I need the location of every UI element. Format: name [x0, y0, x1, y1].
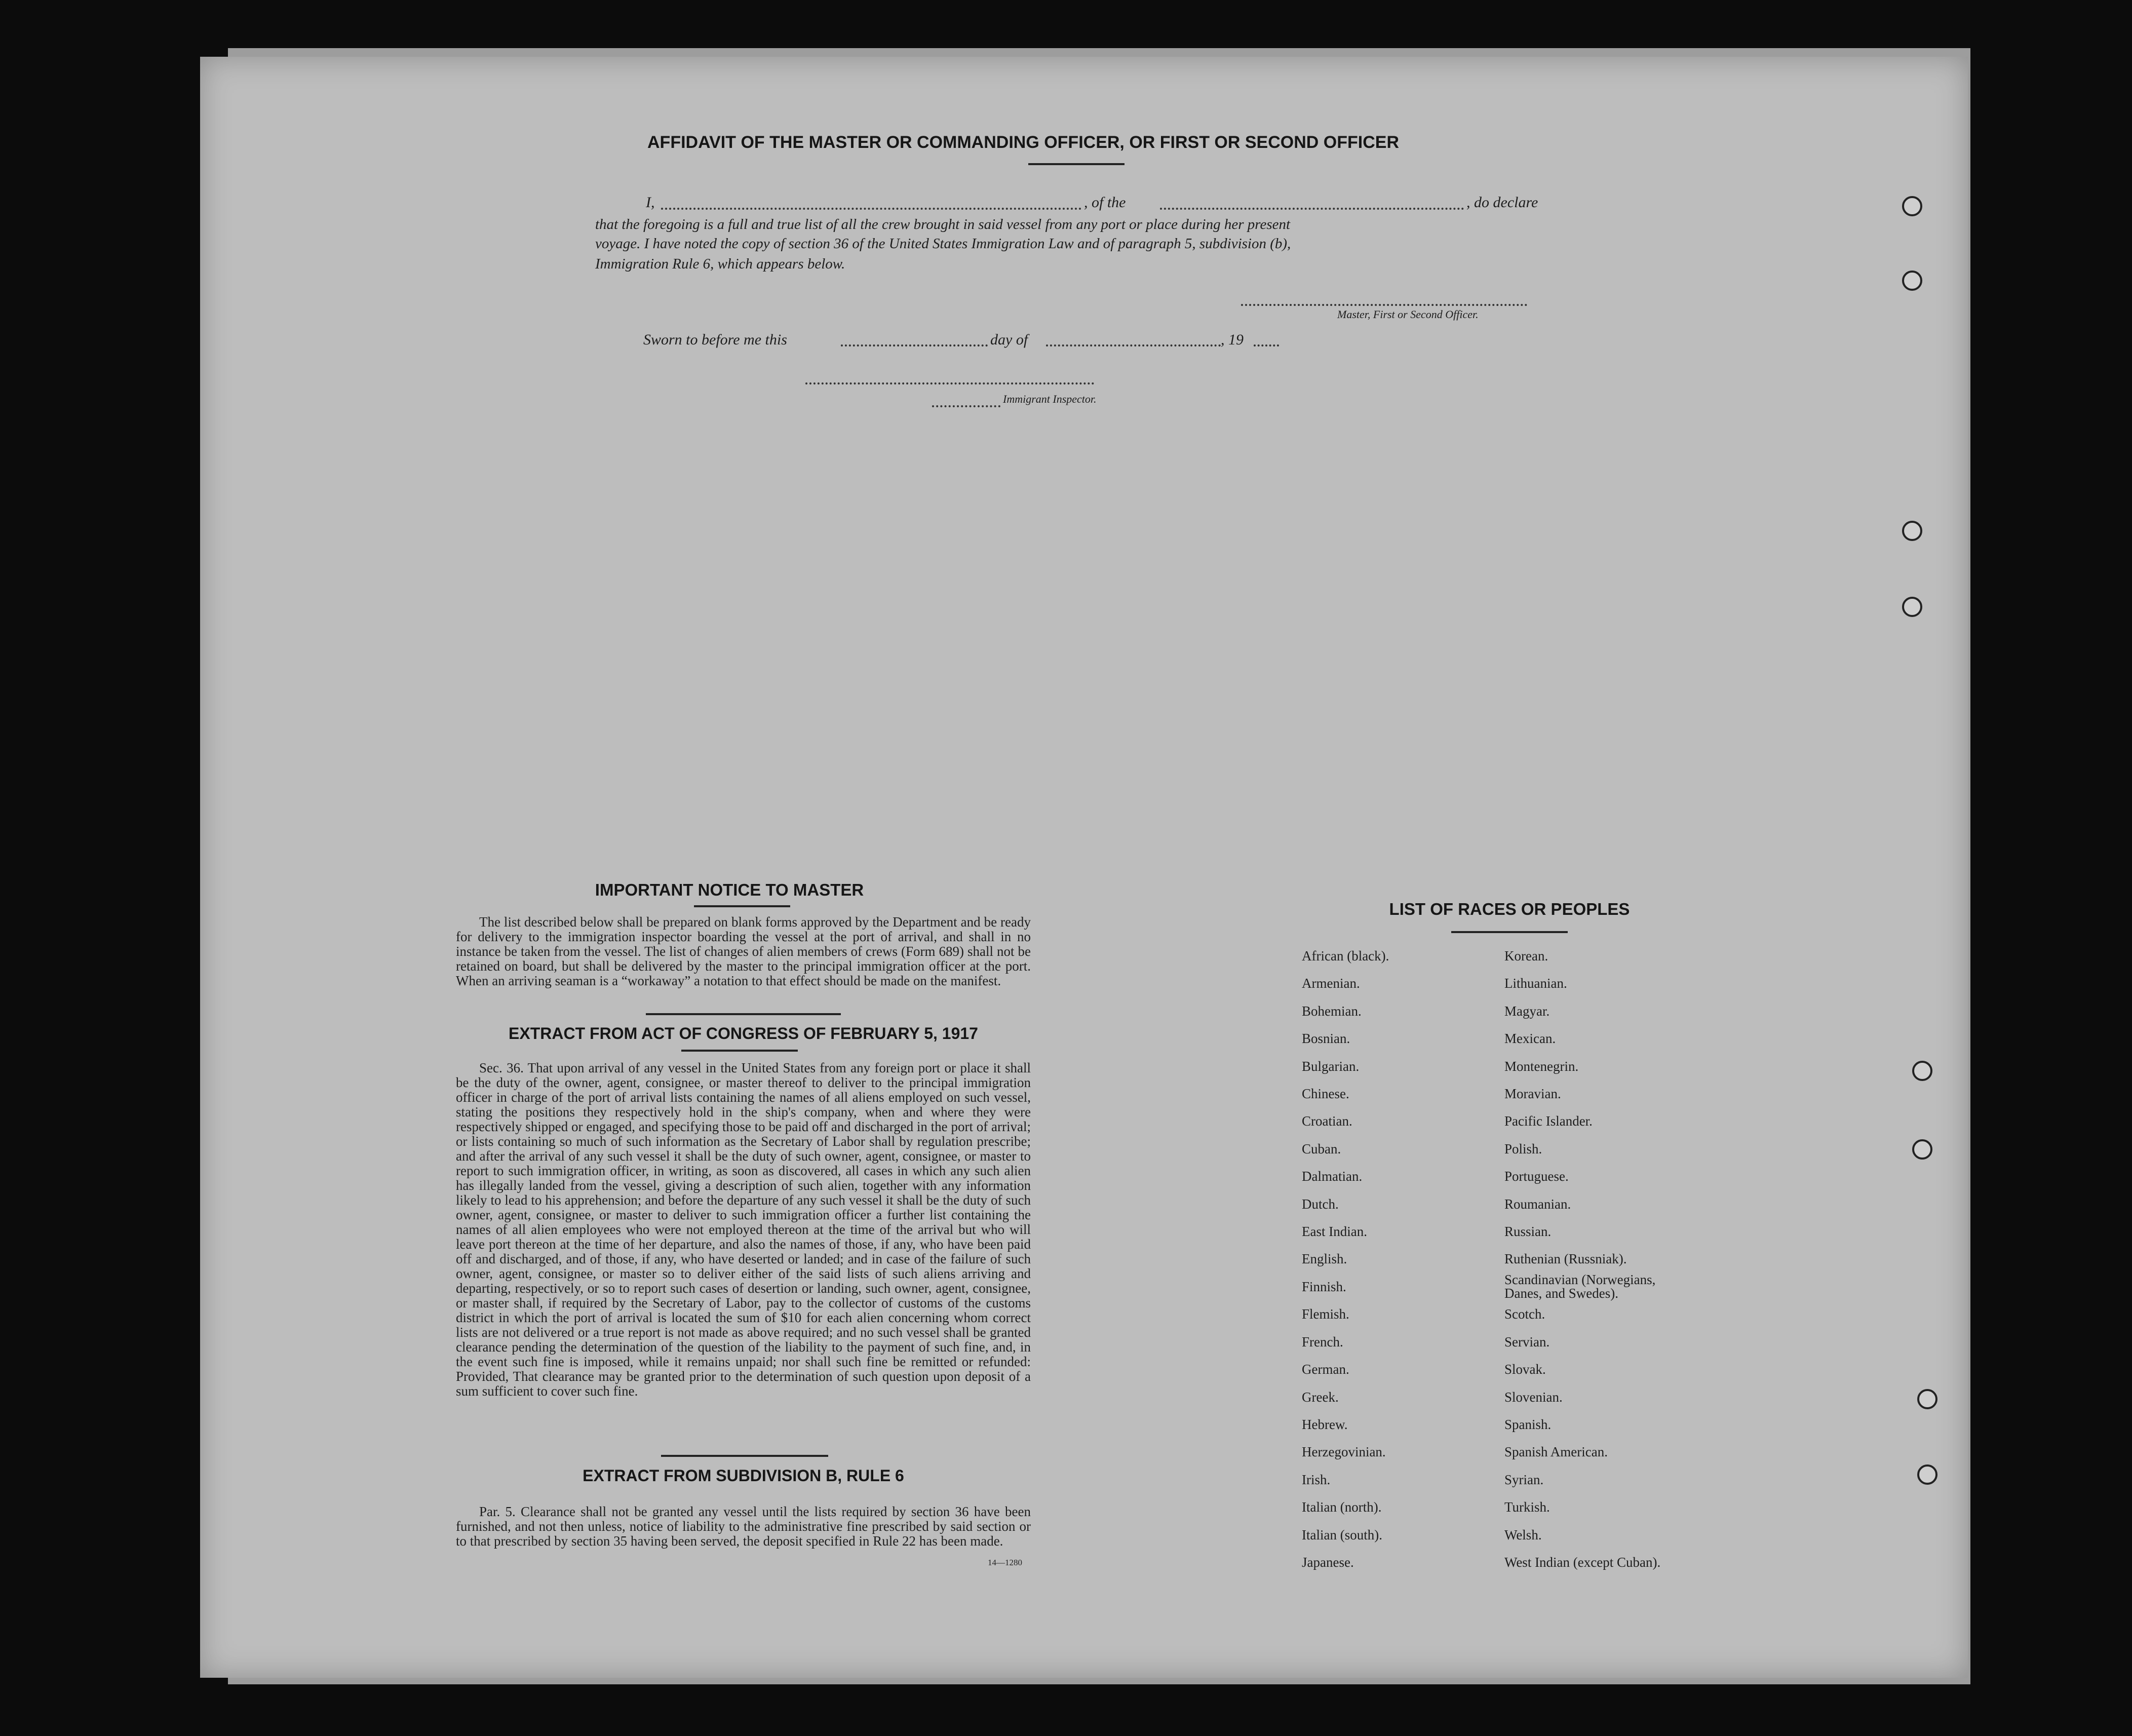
extract-act-body: Sec. 36. That upon arrival of any vessel in the United States from any foreign port or place it shall be the duty of the owner, agent, consignee, or master thereof to deliver to the principal immigration officer in charge of the port of arrival lists containing the names of all aliens employed on such vessel, stating the positions they respectively hold in the ship's company, when and where they were respectively shipped or engaged, and specifying those to be paid off and discharged in the port of arrival; or lists containing so much of such information as the Secretary of Labor shall by regulation prescribe; and after the arrival of any such vessel it shall be the duty of such owner, agent, consignee, or master to report to such immigration officer, in writing, as soon as discovered, all cases in which any such alien has illegally landed from the vessel, giving a description of such alien, together with any information likely to lead to his apprehension; and before the departure of any such vessel it shall be the duty of such owner, agent, consignee, or master to deliver to such immigration officer a further list containing the names of all alien employees who were not employed thereon at the time of the arrival but who will leave port thereon at the time of her departure, and also the names of those, if any, who have been paid off and discharged, and of those, if any, who have deserted or landed; and in case of the failure of such owner, agent, consignee, or master so to deliver either of the said lists of such aliens arriving and departing, respectively, or so to report such cases of desertion or landing, such owner, agent, consignee, or master shall, if required by the Secretary of Labor, pay to the collector of customs of the customs district in which the port of arrival is located the sum of $10 for each alien concerning whom correct lists are not delivered or a true report is not made as above required; and no such vessel shall be granted clearance pending the determination of the question of the liability to the payment of such fine, and, in the event such fine is imposed, while it remains unpaid; nor shall such fine be remitted or refunded: Provided, That clearance may be granted prior to the determination of such question upon deposit of a sum sufficient to cover such fine.	[456, 1060, 1031, 1399]
race-item: Finnish.	[1302, 1279, 1346, 1294]
vessel-name-field[interactable]	[1160, 208, 1464, 210]
race-item: Servian.	[1504, 1334, 1550, 1349]
race-item: Flemish.	[1302, 1306, 1349, 1322]
race-item: Dutch.	[1302, 1196, 1339, 1212]
notice-end-rule	[646, 1013, 841, 1015]
race-item: Roumanian.	[1504, 1196, 1571, 1212]
affidavit-line-1: that the foregoing is a full and true list of all the crew brought in said vessel from any port or place during her present	[595, 216, 1291, 233]
extract-act-title: EXTRACT FROM ACT OF CONGRESS OF FEBRUARY 5, 1917	[509, 1024, 978, 1043]
race-item: Russian.	[1504, 1224, 1552, 1240]
race-item: Turkish.	[1504, 1499, 1550, 1515]
sworn-label: Sworn to before me this	[643, 331, 787, 348]
race-item: Ruthenian (Russniak).	[1504, 1251, 1627, 1267]
race-item: English.	[1302, 1251, 1347, 1267]
race-item: Chinese.	[1302, 1086, 1349, 1102]
inspector-prefix-dots	[932, 405, 1000, 407]
race-item: Japanese.	[1302, 1554, 1354, 1570]
binder-hole-6	[1912, 1139, 1932, 1160]
sworn-year-field[interactable]	[1254, 344, 1279, 346]
affiant-label: I,	[646, 194, 655, 211]
binder-hole-2	[1902, 271, 1922, 291]
inspector-signature-field[interactable]	[805, 382, 1094, 384]
extract-rule-body: Par. 5. Clearance shall not be granted any vessel until the lists required by section 36 have been furnished, and not then unless, notice of liability to the administrative fine prescribed by said section or to that prescribed by section 35 having been served, the deposit specified in Rule 22 has been made.	[456, 1504, 1031, 1549]
races-title: LIST OF RACES OR PEOPLES	[1389, 900, 1630, 918]
race-item: Bulgarian.	[1302, 1058, 1360, 1074]
binder-hole-7	[1917, 1389, 1937, 1409]
race-item: Scandinavian (Norwegians, Danes, and Swedes).	[1504, 1271, 1656, 1301]
race-item: Spanish.	[1504, 1416, 1552, 1432]
binder-hole-4	[1902, 597, 1922, 617]
race-item: French.	[1302, 1334, 1343, 1349]
affidavit-line-2: voyage. I have noted the copy of section 36 of the United States Immigration Law and of paragraph 5, subdivision (b),	[595, 236, 1291, 252]
races-left-column	[1302, 942, 1389, 1576]
affidavit-line-3: Immigration Rule 6, which appears below.	[595, 256, 845, 272]
binder-hole-5	[1912, 1061, 1932, 1081]
race-item: Pacific Islander.	[1504, 1113, 1593, 1129]
extract-rule-title: EXTRACT FROM SUBDIVISION B, RULE 6	[583, 1467, 904, 1485]
master-signature-caption: Master, First or Second Officer.	[1337, 308, 1479, 321]
race-item: Hebrew.	[1302, 1416, 1348, 1432]
race-item: Syrian.	[1504, 1472, 1544, 1487]
race-item: Welsh.	[1504, 1527, 1542, 1542]
affidavit-title-rule	[1028, 163, 1125, 165]
race-item: Spanish American.	[1504, 1444, 1608, 1460]
race-item: Slovenian.	[1504, 1389, 1563, 1405]
race-item: Italian (north).	[1302, 1499, 1382, 1515]
inspector-caption: Immigrant Inspector.	[1003, 393, 1097, 405]
race-item: Magyar.	[1504, 1003, 1550, 1019]
race-item: Dalmatian.	[1302, 1169, 1363, 1184]
binder-hole-3	[1902, 521, 1922, 541]
year-label: , 19	[1221, 331, 1244, 348]
master-signature-field[interactable]	[1241, 304, 1527, 306]
race-item: Croatian.	[1302, 1113, 1352, 1129]
day-of-label: day of	[990, 331, 1028, 348]
race-item: Bohemian.	[1302, 1003, 1362, 1019]
race-item: Armenian.	[1302, 976, 1360, 991]
sworn-day-field[interactable]	[841, 344, 988, 346]
race-item: Irish.	[1302, 1472, 1331, 1487]
form-page	[200, 57, 1968, 1678]
race-item: Slovak.	[1504, 1362, 1546, 1377]
notice-title: IMPORTANT NOTICE TO MASTER	[595, 880, 864, 899]
do-declare-label: , do declare	[1466, 194, 1538, 211]
race-item: Greek.	[1302, 1389, 1339, 1405]
race-item: Polish.	[1504, 1141, 1542, 1156]
race-item: Bosnian.	[1302, 1031, 1350, 1047]
race-item: German.	[1302, 1362, 1349, 1377]
sworn-month-field[interactable]	[1046, 344, 1221, 346]
notice-title-rule	[694, 905, 790, 907]
race-item: African (black).	[1302, 948, 1389, 963]
races-right-column	[1504, 942, 1687, 1576]
race-item: Herzegovinian.	[1302, 1444, 1386, 1460]
race-item: East Indian.	[1302, 1224, 1367, 1240]
affidavit-title: AFFIDAVIT OF THE MASTER OR COMMANDING OFFICER, OR FIRST OR SECOND OFFICER	[647, 133, 1399, 152]
race-item: Portuguese.	[1504, 1169, 1569, 1184]
race-item: Cuban.	[1302, 1141, 1341, 1156]
race-item: Moravian.	[1504, 1086, 1561, 1102]
races-title-rule	[1451, 931, 1568, 933]
binder-hole-8	[1917, 1464, 1937, 1485]
extract-act-end-rule	[661, 1455, 828, 1457]
race-item: Lithuanian.	[1504, 976, 1567, 991]
race-item: Mexican.	[1504, 1031, 1556, 1047]
race-item: Scotch.	[1504, 1306, 1545, 1322]
of-the-label: , of the	[1084, 194, 1126, 211]
form-number: 14—1280	[988, 1558, 1022, 1567]
race-item: Italian (south).	[1302, 1527, 1382, 1542]
race-item: West Indian (except Cuban).	[1504, 1554, 1661, 1570]
affiant-name-field[interactable]	[661, 208, 1081, 210]
extract-act-title-rule	[681, 1050, 798, 1052]
binder-hole-1	[1902, 196, 1922, 216]
notice-body: The list described below shall be prepared on blank forms approved by the Department and be ready for delivery to the immigration inspector boarding the vessel at the port of arrival, and shall in no instance be taken from the vessel. The list of changes of alien members of crews (Form 689) shall not be retained on board, but shall be delivered by the master to the principal immigration officer at the port. When an arriving seaman is a “workaway” a notation to that effect should be made on the manifest.	[456, 914, 1031, 988]
race-item: Montenegrin.	[1504, 1058, 1579, 1074]
race-item: Korean.	[1504, 948, 1548, 963]
